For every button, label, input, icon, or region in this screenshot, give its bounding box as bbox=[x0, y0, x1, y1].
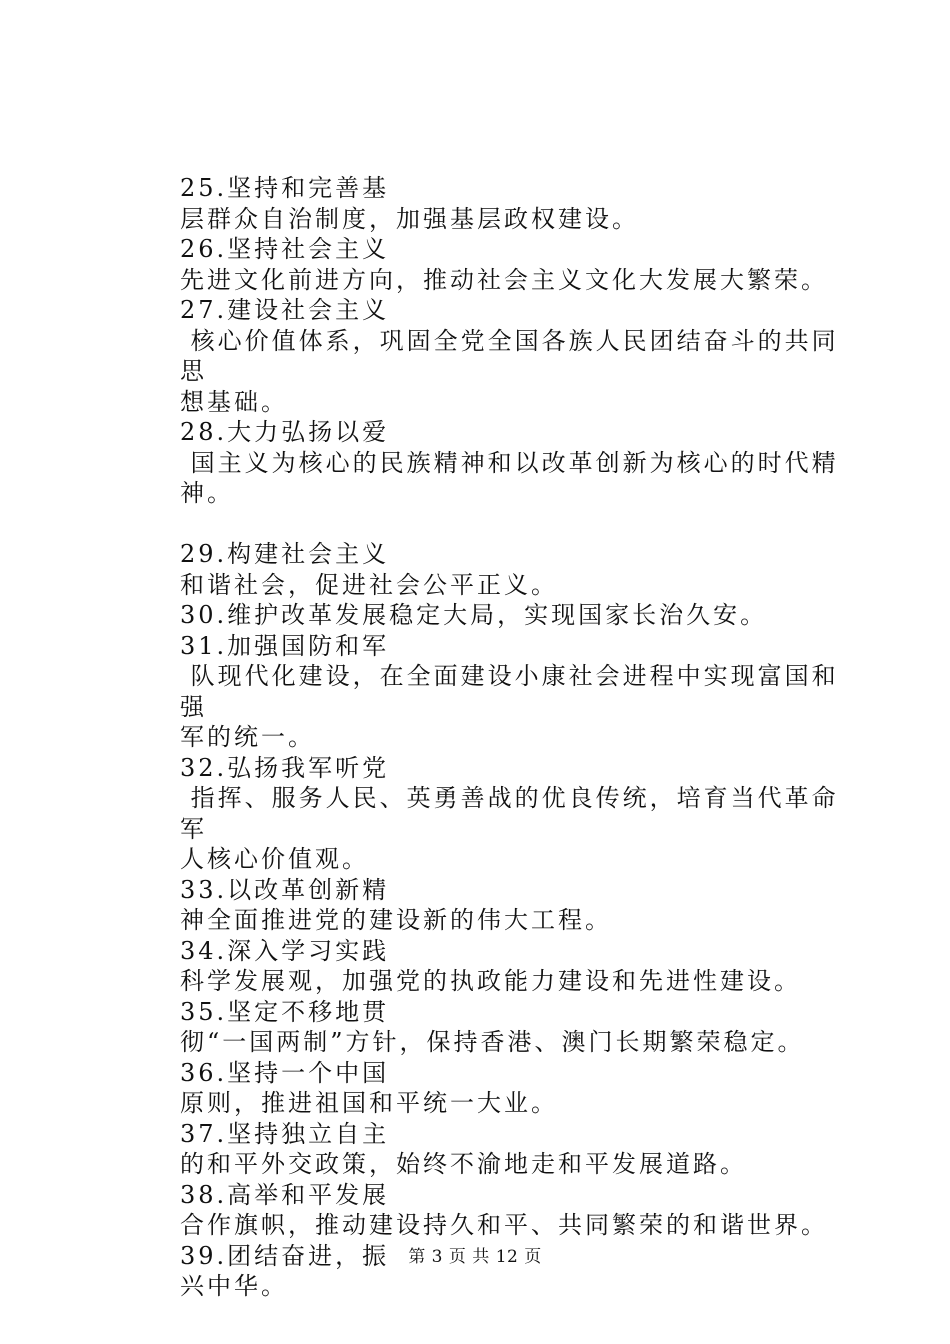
item-text-line: 兴中华。 bbox=[180, 1272, 288, 1300]
item-text-line: 和谐社会，促进社会公平正义。 bbox=[180, 570, 558, 599]
item-text-line: 彻“一国两制”方针，保持香港、澳门长期繁荣稳定。 bbox=[180, 1028, 805, 1056]
list-item bbox=[180, 1119, 860, 1180]
item-text-line: 神全面推进党的建设新的伟大工程。 bbox=[180, 906, 612, 934]
item-heading: 30.维护改革发展稳定大局，实现国家长治久安。 bbox=[180, 601, 768, 629]
item-text-line: 科学发展观，加强党的执政能力建设和先进性建设。 bbox=[180, 967, 801, 995]
item-text-line: 合作旗帜，推动建设持久和平、共同繁荣的和谐世界。 bbox=[180, 1211, 828, 1239]
item-heading: 37.坚持独立自主 bbox=[180, 1119, 390, 1148]
item-heading: 25.坚持和完善基 bbox=[180, 174, 390, 202]
item-heading: 38.高举和平发展 bbox=[180, 1180, 390, 1209]
document-body bbox=[180, 173, 860, 1302]
list-item bbox=[180, 173, 860, 234]
list-item bbox=[180, 539, 860, 600]
item-heading: 28.大力弘扬以爱 bbox=[180, 418, 390, 446]
list-item bbox=[180, 875, 860, 936]
item-text-line: 人核心价值观。 bbox=[180, 845, 369, 873]
item-text-line: 先进文化前进方向，推动社会主义文化大发展大繁荣。 bbox=[180, 265, 828, 294]
page-footer: 第 3 页 共 12 页 bbox=[408, 1247, 542, 1267]
list-item bbox=[180, 936, 860, 997]
item-text-line bbox=[180, 509, 860, 540]
list-item bbox=[180, 234, 860, 295]
item-heading: 35.坚定不移地贯 bbox=[180, 997, 390, 1026]
item-text-line: 层群众自治制度，加强基层政权建设。 bbox=[180, 204, 639, 233]
item-heading: 33.以改革创新精 bbox=[180, 875, 390, 904]
list-item bbox=[180, 753, 860, 875]
list-item bbox=[180, 1180, 860, 1241]
item-text-line: 原则，推进祖国和平统一大业。 bbox=[180, 1089, 558, 1117]
item-heading: 36.坚持一个中国 bbox=[180, 1058, 390, 1087]
item-heading: 34.深入学习实践 bbox=[180, 936, 390, 965]
list-item bbox=[180, 631, 860, 753]
item-heading: 26.坚持社会主义 bbox=[180, 235, 390, 263]
item-text-line: 核心价值体系，巩固全党全国各族人民团结奋斗的共同思 bbox=[180, 326, 839, 385]
item-heading: 27.建设社会主义 bbox=[180, 296, 390, 324]
item-text-line: 军的统一。 bbox=[180, 723, 315, 751]
item-text-line: 指挥、服务人民、英勇善战的优良传统，培育当代革命军 bbox=[180, 784, 839, 843]
item-heading: 31.加强国防和军 bbox=[180, 631, 390, 660]
list-item bbox=[180, 295, 860, 417]
list-item bbox=[180, 600, 860, 631]
item-heading: 29.构建社会主义 bbox=[180, 540, 390, 568]
list-item bbox=[180, 417, 860, 539]
item-text-line: 队现代化建设，在全面建设小康社会进程中实现富国和强 bbox=[180, 662, 839, 721]
item-heading: 32.弘扬我军听党 bbox=[180, 753, 390, 782]
item-text-line: 想基础。 bbox=[180, 387, 288, 416]
item-text-line: 国主义为核心的民族精神和以改革创新为核心的时代精神。 bbox=[180, 448, 839, 507]
list-item bbox=[180, 997, 860, 1058]
list-item bbox=[180, 1058, 860, 1119]
item-heading: 39.团结奋进，振 bbox=[180, 1241, 390, 1270]
item-text-line: 的和平外交政策，始终不渝地走和平发展道路。 bbox=[180, 1150, 747, 1178]
